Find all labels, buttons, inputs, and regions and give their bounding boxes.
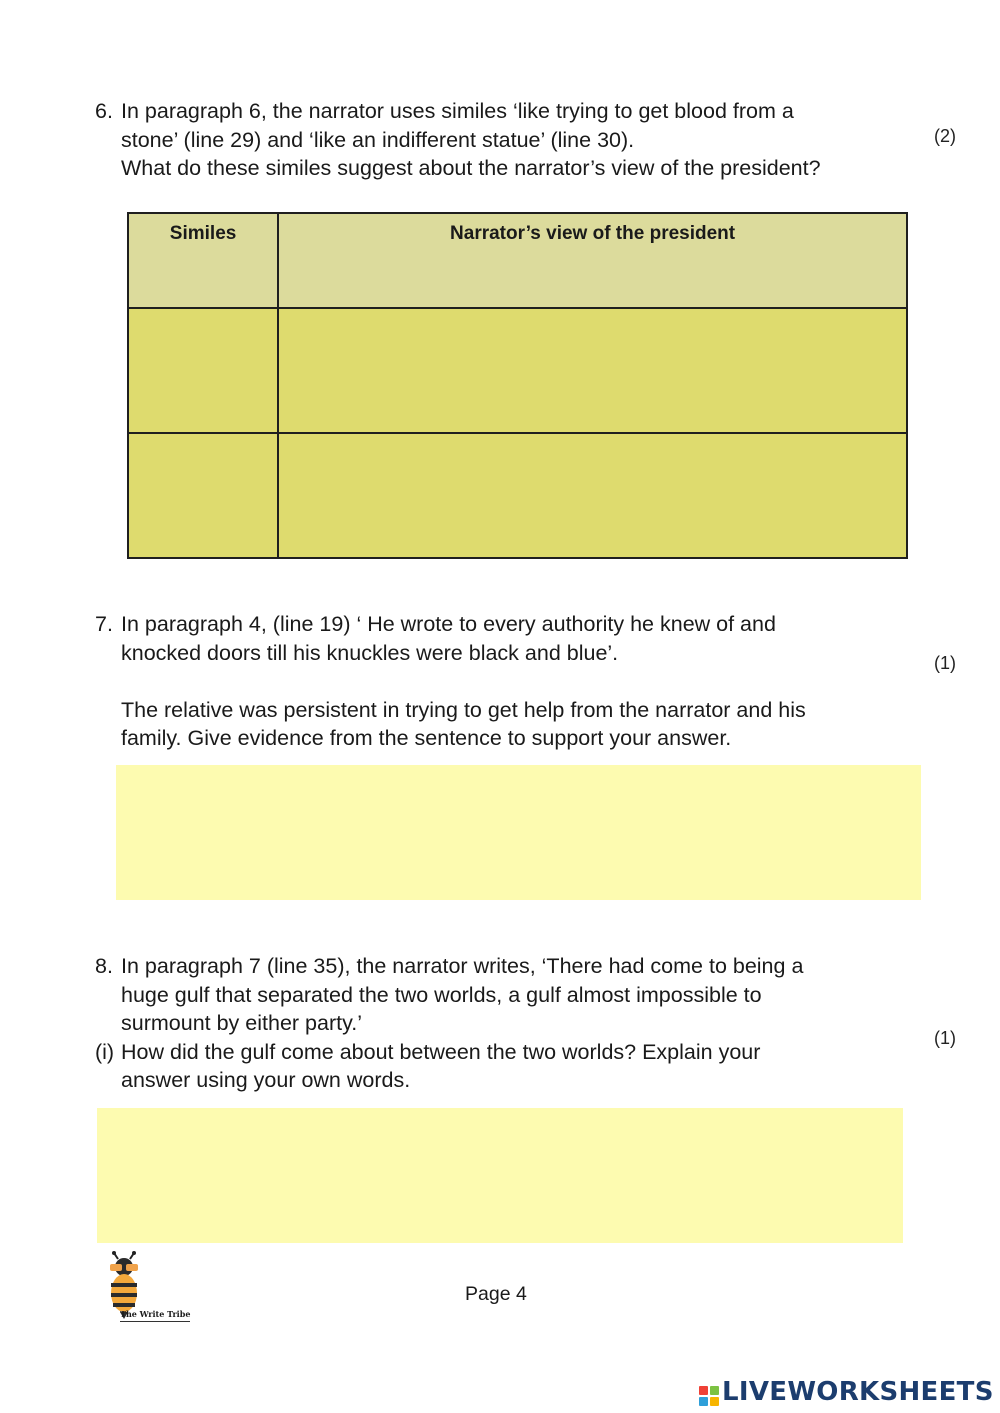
question-7-line-1: 7. In paragraph 4, (line 19) ‘ He wrote to every authority he knew of and <box>95 610 806 639</box>
table-row <box>128 433 907 558</box>
question-6-line-1: 6. In paragraph 6, the narrator uses similes ‘like trying to get blood from a <box>95 97 821 126</box>
question-6-line-3: What do these similes suggest about the narrator’s view of the president? <box>121 156 821 180</box>
simile-answer-cell-1[interactable] <box>128 308 278 433</box>
question-8-sub-line-2: answer using your own words. <box>121 1068 411 1092</box>
page-number: Page 4 <box>465 1283 527 1305</box>
question-7-line-2: knocked doors till his knuckles were black and blue’. <box>121 640 619 665</box>
question-6-marks: (2) <box>934 126 956 146</box>
view-answer-cell-1[interactable] <box>278 308 907 433</box>
question-8-number: 8. <box>95 954 113 978</box>
narrator-view-header: Narrator’s view of the president <box>278 213 907 308</box>
table-row <box>128 308 907 433</box>
similes-header: Similes <box>128 213 278 308</box>
question-7-number: 7. <box>95 612 113 636</box>
question-7-line-4: family. Give evidence from the sentence to support your answer. <box>121 726 732 750</box>
similes-table-header-row <box>128 213 907 308</box>
question-6 <box>95 97 821 183</box>
question-8 <box>95 952 803 1095</box>
question-8-sub-line-1: (i) How did the gulf come about between the two worlds? Explain your <box>95 1038 803 1067</box>
view-answer-cell-2[interactable] <box>278 433 907 558</box>
logo-caption: The Write Tribe <box>120 1309 190 1322</box>
question-7 <box>95 610 806 753</box>
liveworksheets-wordmark: LIVEWORKSHEETS <box>722 1377 994 1407</box>
question-8-line-3: surmount by either party.’ <box>121 1011 362 1035</box>
similes-table <box>127 212 908 559</box>
question-8-answer-box[interactable] <box>97 1108 903 1243</box>
question-8-line-2: huge gulf that separated the two worlds, a gulf almost impossible to <box>121 982 762 1007</box>
simile-answer-cell-2[interactable] <box>128 433 278 558</box>
question-8-sub-label: (i) <box>95 1039 115 1064</box>
write-tribe-logo <box>100 1251 206 1327</box>
question-7-answer-box[interactable] <box>116 765 921 900</box>
question-8-line-1: 8. In paragraph 7 (line 35), the narrator writes, ‘There had come to being a <box>95 952 803 981</box>
question-6-line-2: stone’ (line 29) and ‘like an indifferent statue’ (line 30). <box>121 127 635 152</box>
liveworksheets-logo-icon <box>699 1386 719 1406</box>
question-6-number: 6. <box>95 99 113 123</box>
liveworksheets-brand[interactable] <box>699 1377 994 1407</box>
question-7-marks: (1) <box>934 653 956 673</box>
question-7-line-3: The relative was persistent in trying to get help from the narrator and his <box>121 697 806 722</box>
question-8-marks: (1) <box>934 1028 956 1048</box>
